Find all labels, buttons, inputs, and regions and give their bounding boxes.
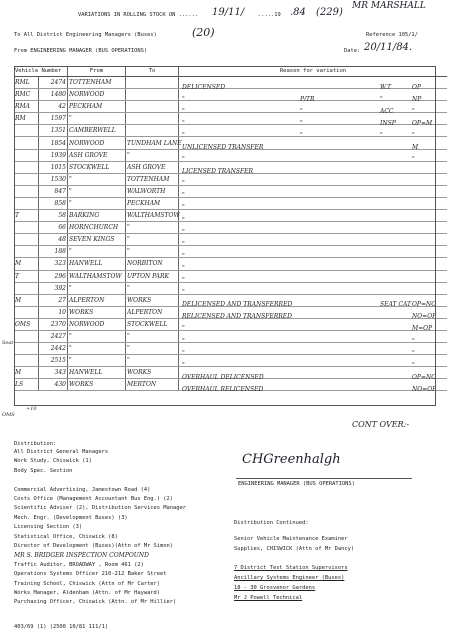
- table-row: [14, 355, 447, 367]
- reason-note: ": [300, 107, 303, 115]
- vehicle-number: 858: [38, 197, 68, 209]
- reason-cell: [179, 125, 448, 137]
- from-garage: HANWELL: [68, 367, 126, 379]
- table-row: [14, 197, 447, 209]
- table-row: [14, 330, 447, 342]
- reason-text: ": [182, 156, 185, 164]
- status-code: OP=NO: [412, 301, 437, 309]
- status-code: ": [412, 156, 415, 164]
- status-code: OP: [412, 83, 421, 91]
- reason-cell: [179, 222, 448, 234]
- from-garage: ASH GROVE: [68, 149, 126, 161]
- table-row: [14, 77, 447, 89]
- vehicle-class: [14, 161, 38, 173]
- reason-cell: [179, 258, 448, 270]
- from-garage: SEVEN KINGS: [68, 234, 126, 246]
- distribution-continued-entry: 7 District Test Station Supervisors: [234, 565, 348, 572]
- reason-text: ": [182, 337, 185, 345]
- from-garage: ": [68, 173, 126, 185]
- vehicle-number: 188: [38, 246, 68, 258]
- distribution-continued-entry: Senior Vehicle Maintenance Examiner: [234, 536, 348, 542]
- from-garage: WORKS: [68, 306, 126, 318]
- status-code: NO=OP: [412, 313, 437, 321]
- form-footer-code: 403/69 (1) (2500 10/81 111/1): [14, 624, 109, 630]
- vehicle-class: M: [14, 367, 38, 379]
- table-row: [14, 294, 447, 306]
- distribution-entry: All District General Managers: [14, 449, 109, 455]
- status-code: OP=M: [412, 119, 433, 127]
- distribution-entry: Works Manager, Aldenham (Attn. of Mr Hayward): [14, 590, 161, 596]
- status-code: ": [412, 337, 415, 345]
- vehicle-class: OMS: [14, 318, 38, 330]
- vehicle-class: [14, 282, 38, 294]
- vehicle-class: [14, 173, 38, 185]
- distribution-entry: Licensing Section (3): [14, 524, 83, 531]
- vehicle-number: 58: [38, 210, 68, 222]
- to-garage: WORKS: [126, 367, 179, 379]
- to-garage: WALTHAMSTOW: [126, 210, 179, 222]
- vehicle-number: 2427: [38, 330, 68, 342]
- reason-text: ": [182, 240, 185, 248]
- reason-cell: [179, 77, 448, 89]
- reason-text: ": [182, 107, 185, 115]
- header-from: From: [68, 66, 126, 77]
- title-prefix: VARIATIONS IN ROLLING STOCK ON ......: [78, 12, 199, 18]
- reason-cell: [179, 161, 448, 176]
- reason-text: RELICENSED AND TRANSFERRED: [182, 313, 292, 321]
- from-garage: ": [68, 246, 126, 258]
- vehicle-class: [14, 197, 38, 209]
- vehicle-class: RMA: [14, 101, 38, 113]
- vehicle-class: M: [14, 258, 38, 270]
- vehicle-class: T: [14, 270, 38, 282]
- reason-note: ": [300, 119, 303, 127]
- reason-code: W.T: [380, 83, 392, 91]
- vehicle-class: RML: [14, 77, 38, 89]
- signature-line: [236, 478, 412, 479]
- from-garage: ": [68, 282, 126, 294]
- distribution-continued-entry: 18 - 30 Grosvenor Gardens: [234, 585, 316, 591]
- vehicle-class: [14, 234, 38, 246]
- distribution-entry: Traffic Auditor, BROADWAY , Room 461 (2): [14, 561, 144, 568]
- table-header-row: [14, 66, 447, 77]
- reason-text: ": [182, 361, 185, 369]
- to-garage: ": [126, 330, 179, 342]
- vehicle-number: 430: [38, 379, 68, 391]
- from-garage: ": [68, 343, 126, 355]
- reason-text: ": [182, 264, 185, 272]
- reason-text: OVERHAUL DELICENSED: [182, 373, 264, 381]
- table-row: [14, 270, 447, 282]
- distribution-entry: Director of Development (Buses)(Attn of Mr Simon): [14, 543, 174, 549]
- to-garage: [126, 125, 179, 137]
- to-garage: [126, 101, 179, 113]
- distribution-heading: Distribution:: [14, 441, 57, 447]
- margin-note-plus: +10: [26, 406, 37, 412]
- to-garage: ": [126, 234, 179, 246]
- vehicle-number: 343: [38, 367, 68, 379]
- table-row: [14, 222, 447, 234]
- vehicle-class: M: [14, 294, 38, 306]
- vehicle-number: 323: [38, 258, 68, 270]
- vehicle-class: [14, 343, 38, 355]
- to-garage: [126, 77, 179, 89]
- vehicle-class: RMC: [14, 89, 38, 101]
- reason-text: DELICENSED AND TRANSFERRED: [182, 301, 293, 309]
- table-row: [14, 343, 447, 355]
- from-garage: ALPERTON: [68, 294, 126, 306]
- vehicle-number: 66: [38, 222, 68, 234]
- date-value: 20/11/84.: [364, 42, 413, 53]
- reason-cell: [179, 355, 448, 367]
- vehicle-class: [14, 149, 38, 161]
- vehicle-class: [14, 355, 38, 367]
- vehicle-variations-table: [14, 66, 447, 391]
- vehicle-number: 1854: [38, 137, 68, 149]
- reason-cell: [179, 185, 448, 200]
- reason-cell: [179, 246, 448, 258]
- table-row: [14, 185, 447, 197]
- status-code: M=OP: [412, 325, 433, 333]
- reason-text: ": [182, 228, 185, 236]
- vehicle-number: 48: [38, 234, 68, 246]
- reason-note: P/TR: [300, 95, 315, 103]
- header-reason: Reason for variation: [179, 66, 448, 77]
- reason-cell: [179, 113, 448, 125]
- signature-block: ENGINEERING MANAGER (BUS OPERATIONS): [238, 481, 355, 487]
- reason-cell: [179, 343, 448, 355]
- vehicle-class: [14, 137, 38, 149]
- reason-code: ACC: [380, 107, 394, 115]
- vehicle-number: 392: [38, 282, 68, 294]
- vehicle-number: 10: [38, 306, 68, 318]
- date-year: .84: [290, 7, 306, 18]
- reason-text: UNLICENSED TRANSFER: [182, 144, 264, 152]
- reason-code: INSP: [380, 119, 396, 127]
- from-garage: STOCKWELL: [68, 161, 126, 173]
- from-garage: WALTHAMSTOW: [68, 270, 126, 282]
- table-row: [14, 258, 447, 270]
- distribution-entry: Training School, Chiswick (Attn of Mr Carter): [14, 580, 161, 587]
- reason-text: ": [182, 325, 185, 333]
- reason-text: ": [182, 180, 185, 188]
- status-code: ": [412, 107, 415, 115]
- table-row: [14, 282, 447, 294]
- table-row: [14, 210, 447, 222]
- to-garage: ASH GROVE: [126, 161, 179, 173]
- from-garage: ": [68, 355, 126, 367]
- to-garage: WALWORTH: [126, 185, 179, 197]
- vehicle-class: [14, 222, 38, 234]
- to-garage: PECKHAM: [126, 197, 179, 209]
- from-garage: NORWOOD: [68, 89, 126, 101]
- margin-note-oms: OMS: [2, 412, 15, 418]
- reason-code: ": [380, 95, 383, 103]
- status-code: ": [412, 349, 415, 357]
- distribution-entry: Purchasing Officer, Chiswick (Attn. of Mr Hillier): [14, 599, 177, 606]
- reason-text: DELICENSED: [182, 83, 226, 91]
- from-garage: ": [68, 330, 126, 342]
- header-vehicle-number: Vehicle Number: [14, 66, 38, 77]
- status-code: NP: [412, 95, 422, 103]
- vehicle-number: 1597: [38, 113, 68, 125]
- header-to: To: [126, 66, 179, 77]
- vehicle-number: 2442: [38, 343, 68, 355]
- to-garage: TOTTENHAM: [126, 173, 179, 185]
- date-label: Date:: [344, 48, 361, 54]
- distribution-entry: Work Study, Chiswick (1): [14, 458, 92, 465]
- vehicle-class: LS: [14, 379, 38, 391]
- status-code: ": [412, 131, 415, 139]
- to-garage: ": [126, 282, 179, 294]
- to-garage: [126, 113, 179, 125]
- to-garage: ": [126, 355, 179, 367]
- to-garage: MERTON: [126, 379, 179, 391]
- margin-note-seat: Seat: [2, 340, 14, 346]
- reason-note: ": [300, 131, 303, 139]
- vehicle-number: 1015: [38, 161, 68, 173]
- from-garage: ": [68, 113, 126, 125]
- vehicle-number: 27: [38, 294, 68, 306]
- reason-cell: [179, 282, 448, 297]
- reason-cell: [179, 137, 448, 152]
- status-code: NO=OP: [412, 385, 437, 393]
- to-garage: WORKS: [126, 294, 179, 306]
- reason-text: ": [182, 119, 185, 127]
- distribution-entry: Mech. Engr. (Development Buses) (3): [14, 514, 128, 521]
- to-garage: ": [126, 222, 179, 234]
- from-garage: ": [68, 197, 126, 209]
- distribution-continued-heading: Distribution Continued:: [234, 520, 309, 526]
- signature: CHGreenhalgh: [242, 452, 341, 467]
- date-day-month: 19/11/: [212, 7, 245, 18]
- reason-cell: [179, 294, 448, 309]
- from-garage: NORWOOD: [68, 137, 126, 149]
- from-garage: PECKHAM: [68, 101, 126, 113]
- from-garage: WORKS: [68, 379, 126, 391]
- reason-text: ": [182, 204, 185, 212]
- vehicle-class: [14, 306, 38, 318]
- continue-note: CONT OVER:-: [352, 420, 410, 429]
- distribution-entry: Costs Office (Management Accountant Bus Eng.) (2): [14, 496, 174, 502]
- vehicle-number: 1530: [38, 173, 68, 185]
- reason-cell: [179, 197, 448, 212]
- reason-text: OVERHAUL RELICENSED: [182, 385, 264, 393]
- vehicle-class: RM: [14, 113, 38, 125]
- date-ref: (229): [316, 7, 343, 18]
- table-row: [14, 367, 447, 379]
- from-garage: NORWOOD: [68, 318, 126, 330]
- to-garage: ALPERTON: [126, 306, 179, 318]
- to-garage: ": [126, 149, 179, 161]
- vehicle-class: T: [14, 210, 38, 222]
- vehicle-class: [14, 330, 38, 342]
- distribution-entry: Commercial Advertising, Jamestown Road (4): [14, 486, 151, 493]
- distribution-entry: Statistical Office, Chiswick (8): [14, 533, 118, 540]
- vehicle-number: 2515: [38, 355, 68, 367]
- vehicle-number: 1480: [38, 89, 68, 101]
- reason-text: ": [182, 277, 185, 285]
- to-number: (20): [192, 26, 215, 39]
- date-dots: .....19: [258, 12, 281, 18]
- vehicle-class: [14, 246, 38, 258]
- reason-cell: [179, 210, 448, 222]
- status-code: ": [412, 361, 415, 369]
- from-line: From ENGINEERING MANAGER (BUS OPERATIONS): [14, 48, 148, 54]
- to-garage: ": [126, 343, 179, 355]
- from-garage: HORNCHURCH: [68, 222, 126, 234]
- to-garage: [126, 89, 179, 101]
- reason-text: ": [182, 95, 185, 103]
- distribution-continued-entry: Supplies, CHISWICK (Attn of Mr Dancy): [234, 545, 355, 552]
- reason-text: ": [182, 289, 185, 297]
- distribution-entry: MR S. BRIDGER INSPECTION COMPOUND: [14, 552, 149, 560]
- vehicle-class: [14, 185, 38, 197]
- reason-cell: [179, 234, 448, 246]
- from-garage: ": [68, 185, 126, 197]
- vehicle-number: 1351: [38, 125, 68, 137]
- distribution-entry: Body Spec. Section: [14, 467, 73, 474]
- vehicle-number: 2474: [38, 77, 68, 89]
- reason-text: ": [182, 192, 185, 200]
- reason-cell: [179, 330, 448, 345]
- to-line: To All District Engineering Managers (Buses): [14, 32, 157, 38]
- reason-text: ": [182, 216, 185, 224]
- distribution-entry: Scientific Adviser (2), Distribution Services Manager: [14, 505, 187, 512]
- handwritten-recipient-note: MR MARSHALL: [352, 1, 426, 11]
- to-garage: UPTON PARK: [126, 270, 179, 282]
- vehicle-number: 42: [38, 101, 68, 113]
- reference-label: Reference 105/1/: [366, 32, 418, 38]
- reason-code: SEAT CAT: [380, 301, 412, 309]
- from-garage: HANWELL: [68, 258, 126, 270]
- status-code: M: [412, 144, 419, 152]
- distribution-entry: Operations Systems Officer 210-212 Baker Street: [14, 571, 167, 578]
- vehicle-number: 296: [38, 270, 68, 282]
- to-garage: STOCKWELL: [126, 318, 179, 330]
- reason-text: ": [182, 252, 185, 260]
- vehicle-class: [14, 125, 38, 137]
- from-garage: BARKING: [68, 210, 126, 222]
- distribution-continued-entry: Ancillary Systems Engineer (Buses): [234, 575, 345, 582]
- from-garage: TOTTENHAM: [68, 77, 126, 89]
- table-row: [14, 234, 447, 246]
- to-garage: ": [126, 246, 179, 258]
- table-row: [14, 246, 447, 258]
- reason-code: ": [380, 131, 383, 139]
- distribution-continued-entry: Mr J Powell Technical: [234, 594, 303, 601]
- reason-text: ": [182, 349, 185, 357]
- reason-text: ": [182, 131, 185, 139]
- to-garage: NORBITON: [126, 258, 179, 270]
- reason-cell: [179, 367, 448, 379]
- from-garage: CAMBERWELL: [68, 125, 126, 137]
- status-code: OP=NO: [412, 373, 437, 381]
- vehicle-number: 847: [38, 185, 68, 197]
- reason-cell: [179, 270, 448, 285]
- to-garage: TUNDHAM LANE: [126, 137, 179, 149]
- table-row: [14, 161, 447, 173]
- vehicle-number: 2370: [38, 318, 68, 330]
- vehicle-number: 1939: [38, 149, 68, 161]
- reason-text: LICENSED TRANSFER: [182, 168, 254, 176]
